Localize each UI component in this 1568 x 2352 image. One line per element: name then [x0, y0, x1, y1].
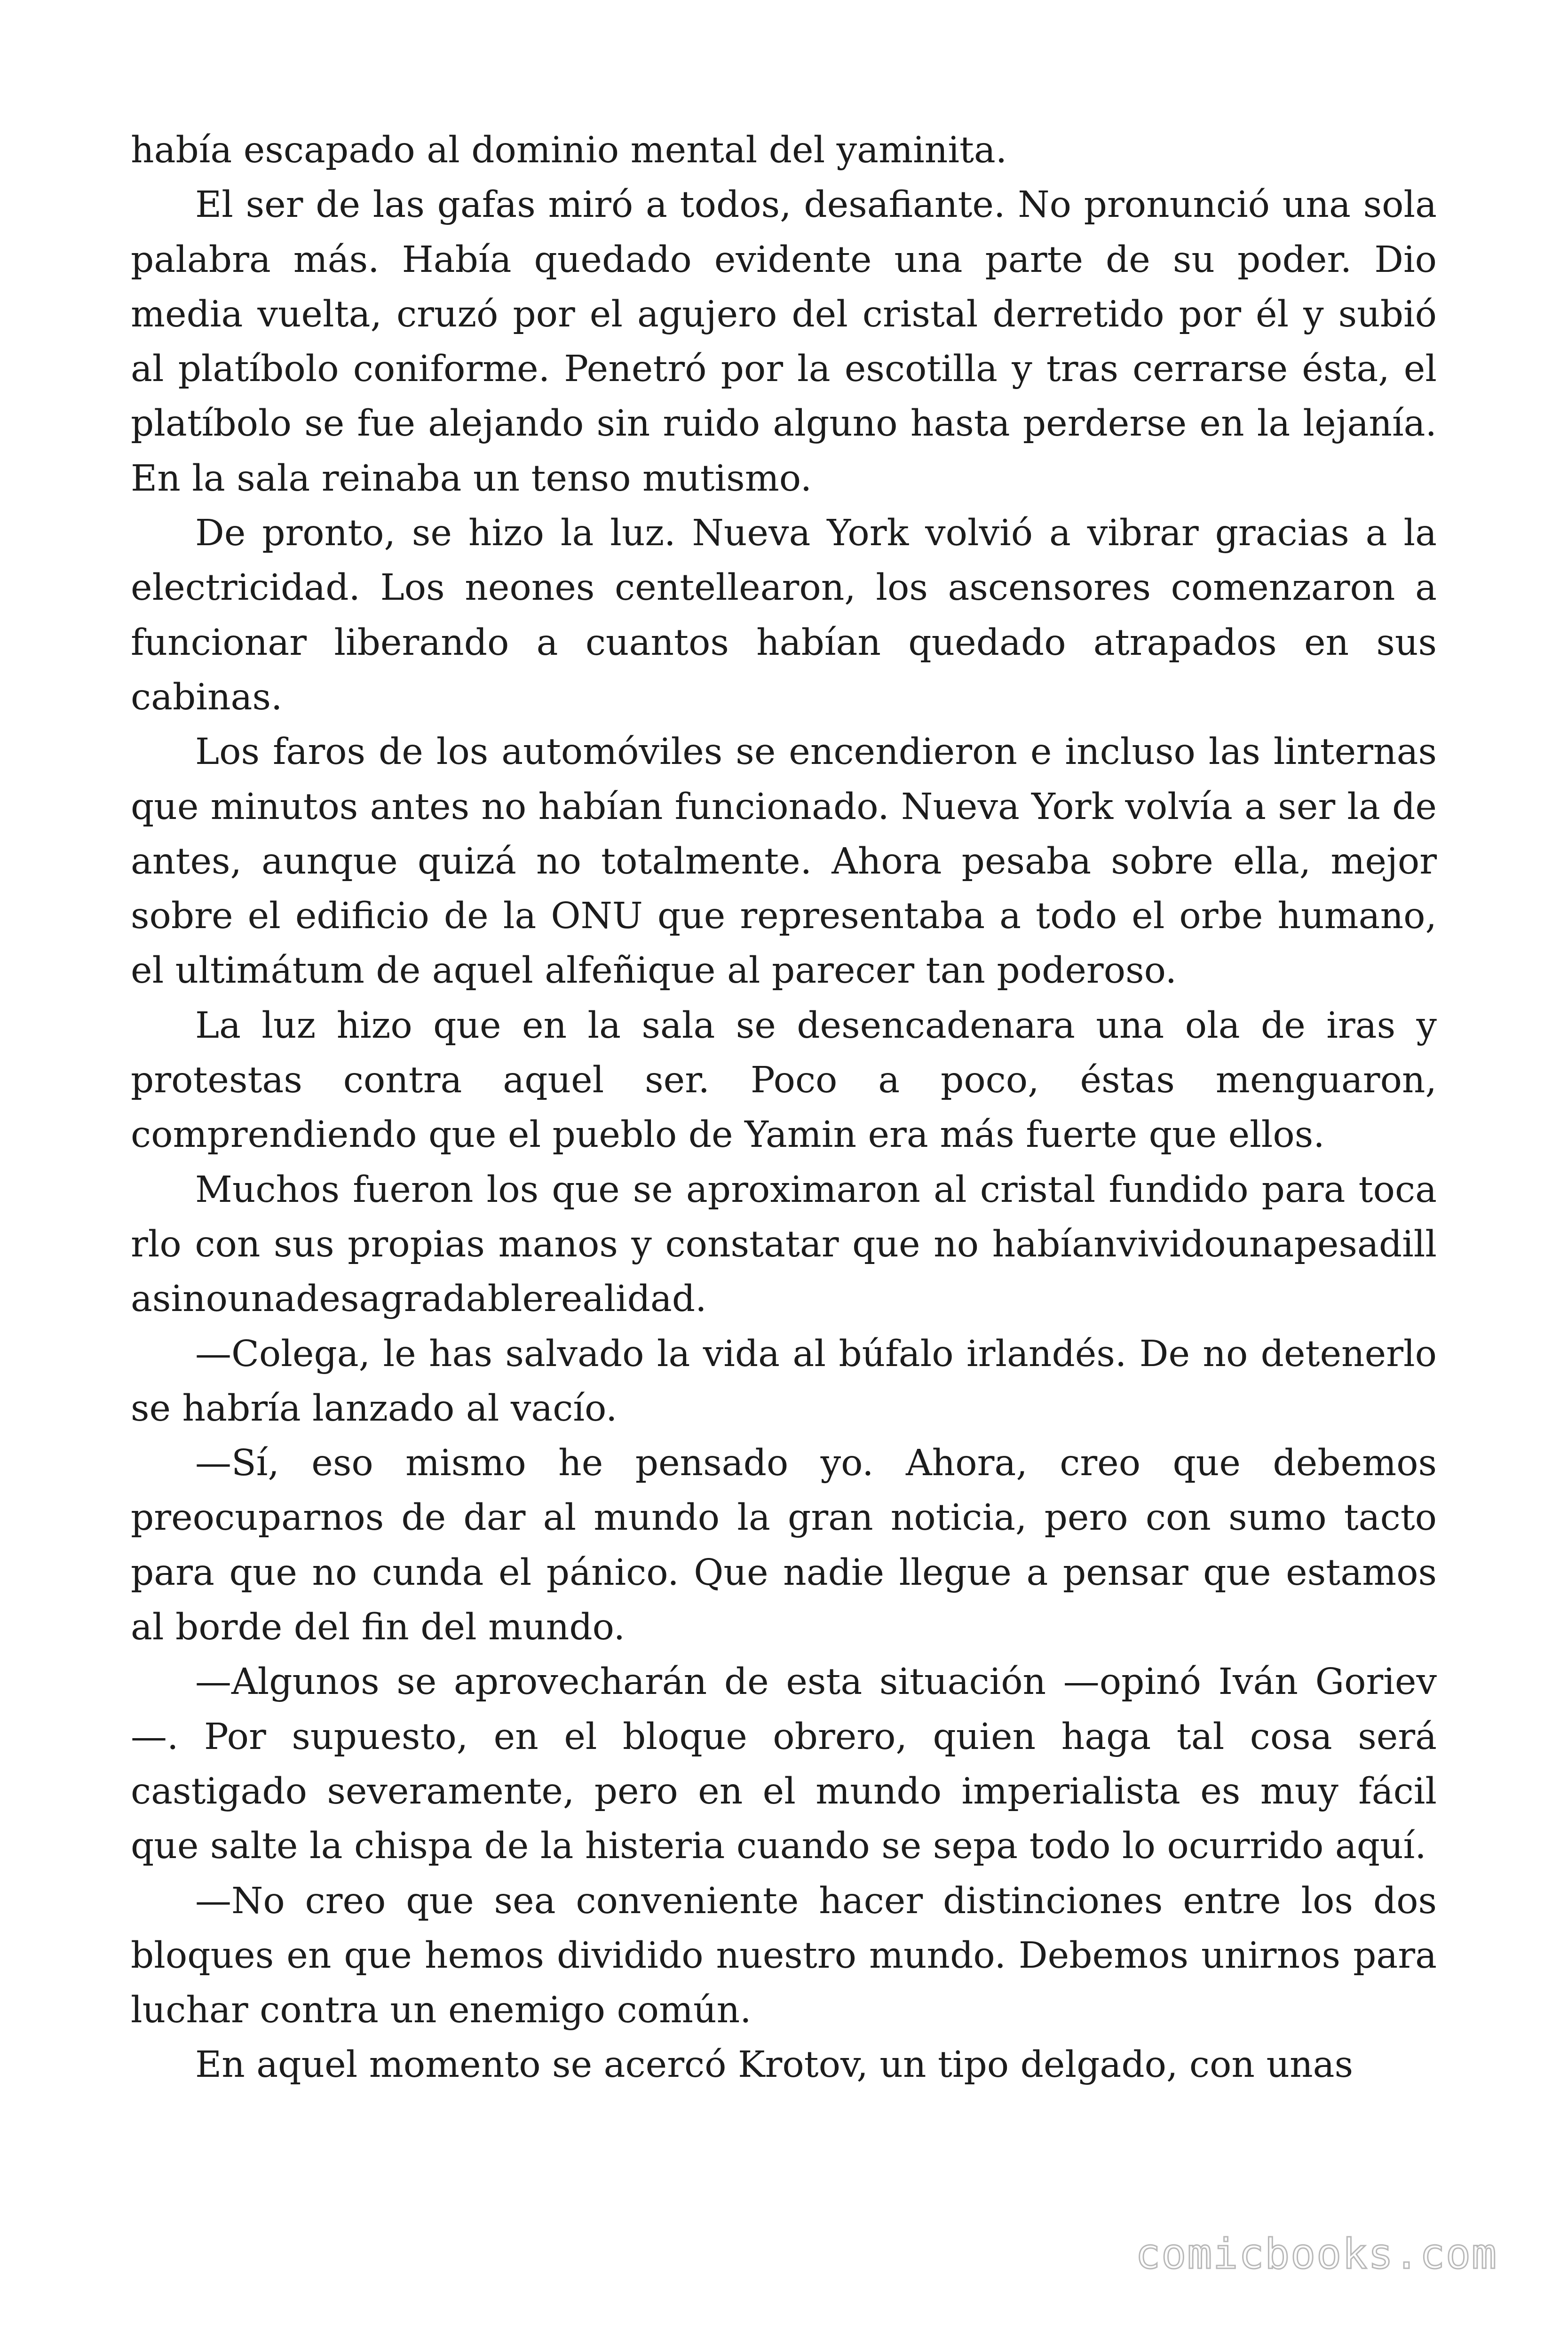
paragraph-6: Muchos fueron los que se aproximaron al cristal fundido para tocarlo con sus propias manos y constatar que no habíanvividounapesadillasinounadesagradablerealidad. [131, 1168, 1437, 1320]
paragraph-5: La luz hizo que en la sala se desencadenara una ola de iras y protestas contra aquel ser. Poco a poco, éstas menguaron, comprendiendo que el pueblo de Yamin era más fuerte que ellos. [131, 1004, 1437, 1156]
paragraph-9: —Algunos se aprovecharán de esta situación —opinó Iván Goriev—. Por supuesto, en el bloque obrero, quien haga tal cosa será castigado severamente, pero en el mundo imperialista es muy fácil que salte la chispa de la histeria cuando se sepa todo lo ocurrido aquí. [131, 1661, 1437, 1867]
paragraph-7: —Colega, le has salvado la vida al búfalo irlandés. De no detenerlo se habría lanzado al vacío. [131, 1333, 1437, 1430]
document-body [131, 123, 1437, 2093]
watermark: comicbooks.com [1135, 2230, 1497, 2278]
paragraph-4: Los faros de los automóviles se encendieron e incluso las linternas que minutos antes no habían funcionado. Nueva York volvía a ser la de antes, aunque quizá no totalmente. Ahora pesaba sobre ella, mejor sobre el edificio de la ONU que representaba a todo el orbe humano, el ultimátum de aquel alfeñique al parecer tan poderoso. [131, 731, 1437, 992]
paragraph-3: De pronto, se hizo la luz. Nueva York volvió a vibrar gracias a la electricidad. Los neones centellearon, los ascensores comenzaron a funcionar liberando a cuantos habían quedado atrapados en sus cabinas. [131, 512, 1437, 718]
paragraph-2: El ser de las gafas miró a todos, desafiante. No pronunció una sola palabra más. Había quedado evidente una parte de su poder. Dio media vuelta, cruzó por el agujero del cristal derretido por él y subió al platíbolo coniforme. Penetró por la escotilla y tras cerrarse ésta, el platíbolo se fue alejando sin ruido alguno hasta perderse en la lejanía. En la sala reinaba un tenso mutismo. [131, 184, 1437, 500]
paragraph-8: —Sí, eso mismo he pensado yo. Ahora, creo que debemos preocuparnos de dar al mundo la gran noticia, pero con sumo tacto para que no cunda el pánico. Que nadie llegue a pensar que estamos al borde del fin del mundo. [131, 1442, 1437, 1649]
paragraph-11: En aquel momento se acercó Krotov, un tipo delgado, con unas [195, 2044, 1354, 2086]
paragraph-10: —No creo que sea conveniente hacer distinciones entre los dos bloques en que hemos dividido nuestro mundo. Debemos unirnos para luchar contra un enemigo común. [131, 1880, 1437, 2032]
paragraph-1: había escapado al dominio mental del yaminita. [131, 129, 1007, 171]
